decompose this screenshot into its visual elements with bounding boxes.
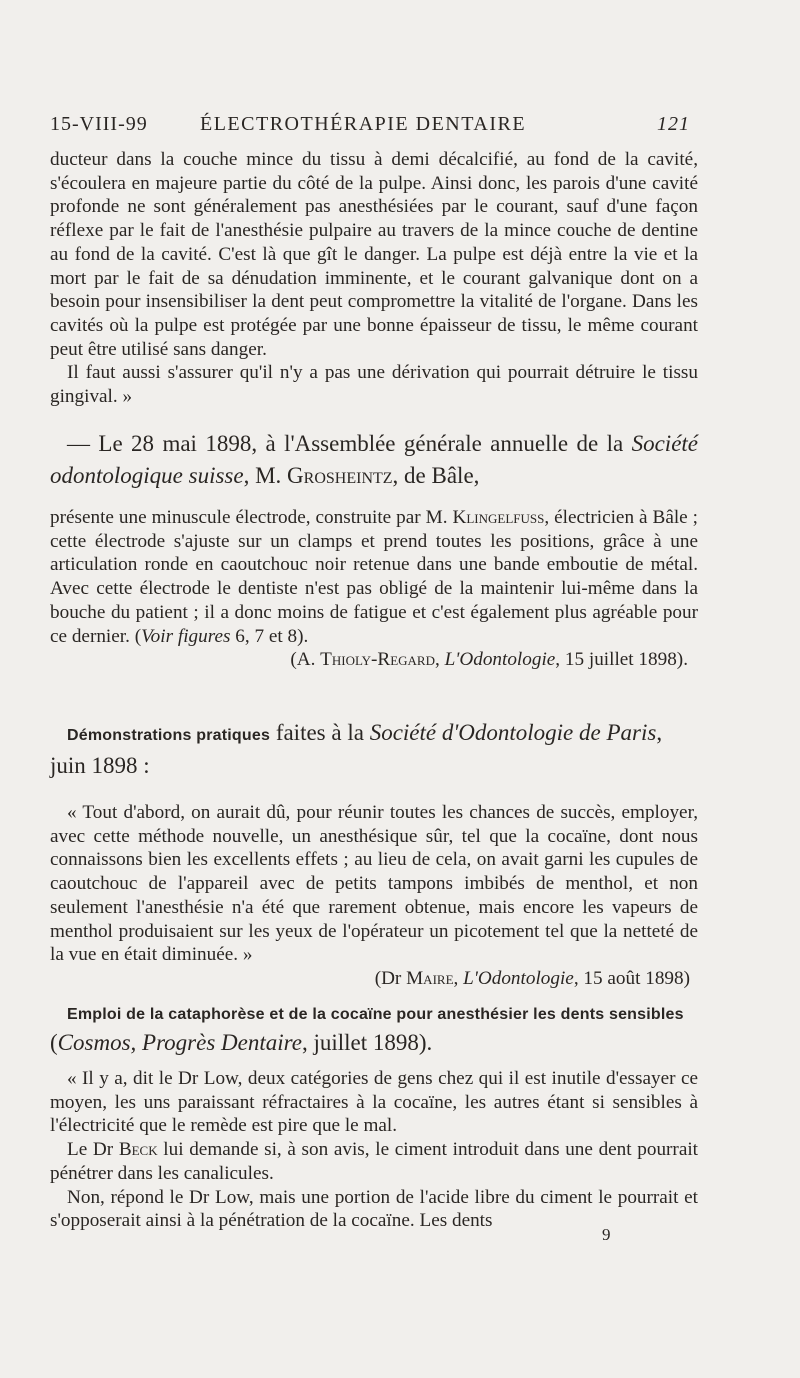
person-name: Klingelfuss xyxy=(452,507,545,528)
lead-text: — Le 28 mai 1898, à l'Assemblée générale annuelle de la xyxy=(67,431,632,456)
text: Le Dr xyxy=(67,1139,119,1161)
block-demonstrations xyxy=(50,718,698,991)
citation-text: (Dr xyxy=(374,967,407,989)
figure-ref: Voir figures xyxy=(141,625,231,647)
citation xyxy=(50,648,698,672)
section-heading xyxy=(50,718,698,781)
citation-text: , xyxy=(435,649,445,671)
heading-text: , juillet 1898). xyxy=(301,1030,433,1055)
text: 6, 7 et 8). xyxy=(230,625,309,647)
lead-text: , M. xyxy=(243,463,288,488)
paragraph xyxy=(50,506,698,648)
citation-journal: L'Odontologie xyxy=(444,649,556,671)
running-header xyxy=(50,113,690,143)
paragraph: « Il y a, dit le Dr Low, deux catégories de gens chez qui il est inutile d'essayer ce moyen, les uns paraissant réfractaires à la cocaïne, les autres étant si sensibles à l'électricité que le remède est pire que le mal. xyxy=(50,1068,698,1137)
citation-text: , 15 août 1898) xyxy=(573,967,690,989)
block-continuation xyxy=(50,148,698,409)
citation-text: (A. xyxy=(290,649,321,671)
citation-author: Maire xyxy=(406,967,454,989)
heading-text: ( xyxy=(50,1030,58,1055)
heading-text: faites à la xyxy=(270,720,370,745)
page-number: 121 xyxy=(657,113,690,135)
citation-text: , xyxy=(453,967,464,989)
text: lui demande si, à son avis, le ciment introduit dans une dent pourrait pénétrer dans les canalicules. xyxy=(50,1139,699,1184)
header-date: 15-VIII-99 xyxy=(50,113,148,135)
section-heading xyxy=(50,998,698,1057)
person-name: Grosheintz xyxy=(287,463,393,488)
text: , électricien à Bâle ; cette électrode s'ajuste sur un clamps et prend toutes les positions, grâce à une articulation ronde en caoutchouc noir retenue dans une bande emboutie de métal. Avec cette électrode le dentiste n'est pas obligé de la maintenir lui-même dans la bouche du patient ; il a donc moins de fatigue et c'est également plus agréable pour ce dernier. ( xyxy=(50,507,698,647)
signature-mark: 9 xyxy=(602,1225,611,1244)
text: présente une minuscule électrode, construite par M. xyxy=(50,507,453,528)
block-cataphorese xyxy=(50,998,698,1233)
person-name: Beck xyxy=(118,1139,158,1161)
paragraph: ducteur dans la couche mince du tissu à demi décalcifié, au fond de la cavité, s'écoulera en majeure partie du côté de la pulpe. Ainsi donc, les parois d'une cavité profonde ne sont généralement pas anesthésiées par le courant, sauf d'une façon réflexe par le fait de l'anesthésie pulpaire au travers de la mince couche de dentine au fond de la cavité. C'est là que gît le danger. La pulpe est déjà entre la vie et la mort par le fait de sa dénudation imminente, et le courant galvanique dont on a besoin pour insensibiliser la dent peut compromettre la vitalité de l'organe. Dans les cavités où la pulpe est protégée par une bonne épaisseur de tissu, le même courant peut être utilisé sans danger. xyxy=(50,149,698,360)
heading-bold: Emploi de la cataphorèse et de la cocaïne pour anesthésier les dents sensibles xyxy=(67,1006,684,1023)
citation-author: Thioly-Regard xyxy=(320,649,435,671)
citation-journal: L'Odontologie xyxy=(463,967,574,989)
citation xyxy=(50,967,698,991)
lead-text: , de Bâle, xyxy=(392,463,480,488)
society-name: Société d'Odontologie de Paris xyxy=(369,720,657,745)
heading-bold: Démonstrations pratiques xyxy=(67,727,271,744)
block-assemblee xyxy=(50,428,698,672)
source-name: Cosmos, Progrès Dentaire xyxy=(57,1030,302,1055)
society-name: Société odontologique suisse xyxy=(50,431,698,488)
citation-text: , 15 juillet 1898). xyxy=(555,649,688,671)
paragraph: Non, répond le Dr Low, mais une portion de l'acide libre du ciment le pourrait et s'opposerait ainsi à la pénétration de la cocaïne. Les dents xyxy=(50,1186,698,1232)
quote-paragraph: « Tout d'abord, on aurait dû, pour réunir toutes les chances de succès, employer, avec cette méthode nouvelle, un anesthésique sûr, tel que la cocaïne, dont nous connaissons bien les excellents effets ; au lieu de cela, on avait garni les cupules de caoutchouc de l'appareil avec de petits tampons imbibés de menthol, et non seulement l'anesthésie n'a été que rarement obtenue, mais encore les vapeurs de menthol produisaient sur les yeux de l'opérateur un picotement tel que la netteté de la vue en était diminuée. » xyxy=(50,802,698,966)
heading-text: , juin 1898 : xyxy=(50,720,663,778)
header-title: ÉLECTROTHÉRAPIE DENTAIRE xyxy=(200,113,527,135)
section-lead xyxy=(50,428,698,492)
paragraph: Il faut aussi s'assurer qu'il n'y a pas une dérivation qui pourrait détruire le tissu gingival. » xyxy=(50,362,698,408)
paragraph xyxy=(50,1138,698,1185)
